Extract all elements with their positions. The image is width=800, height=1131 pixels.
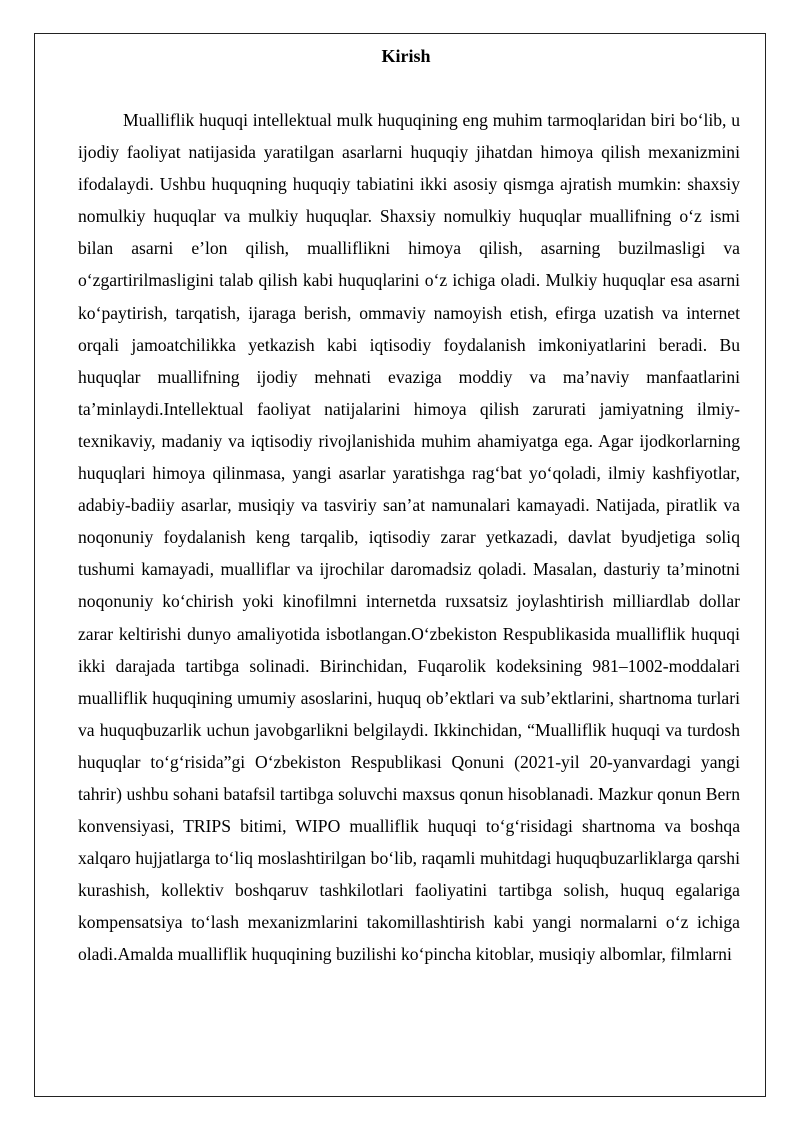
body-paragraph: Mualliflik huquqi intellektual mulk huquqining eng muhim tarmoqlaridan biri bo‘lib, u ijodiy faoliyat natijasida yaratilgan asarlarni huquqiy jihatdan himoya qilish mexanizmini ifodalaydi. Ushbu huquqning huquqiy tabiatini ikki asosiy qismga ajratish mumkin: shaxsiy nomulkiy huquqlar va mulkiy huquqlar. Shaxsiy nomulkiy huquqlar muallifning o‘z ismi bilan asarni e’lon qilish, mualliflikni himoya qilish, asarning buzilmasligi va o‘zgartirilmasligini talab qilish kabi huquqlarini o‘z ichiga oladi. Mulkiy huquqlar esa asarni ko‘paytirish, tarqatish, ijaraga berish, ommaviy namoyish etish, efirga uzatish va internet orqali jamoatchilikka yetkazish kabi iqtisodiy foydalanish imkoniyatlarini beradi. Bu huquqlar muallifning ijodiy mehnati evaziga moddiy va ma’naviy manfaatlarini ta’minlaydi.Intellektual faoliyat natijalarini himoya qilish zarurati jamiyatning ilmiy-texnikaviy, madaniy va iqtisodiy rivojlanishida muhim ahamiyatga ega. Agar ijodkorlarning huquqlari himoya qilinmasa, yangi asarlar yaratishga rag‘bat yo‘qoladi, ilmiy kashfiyotlar, adabiy-badiiy asarlar, musiqiy va tasviriy san’at namunalari kamayadi. Natijada, piratlik va noqonuniy foydalanish keng tarqalib, iqtisodiy zarar yetkazadi, davlat byudjetiga soliq tushumi kamayadi, mualliflar va ijrochilar daromadsiz qoladi. Masalan, dasturiy ta’minotni noqonuniy ko‘chirish yoki kinofilmni internetda ruxsatsiz joylashtirish milliardlab dollar zarar keltirishi dunyo amaliyotida isbotlangan.O‘zbekiston Respublikasida mualliflik huquqi ikki darajada tartibga solinadi. Birinchidan, Fuqarolik kodeksining 981–1002-moddalari mualliflik huquqining umumiy asoslarini, huquq ob’ektlari va sub’ektlarini, shartnoma turlari va huquqbuzarlik uchun javobgarlikni belgilaydi. Ikkinchidan, “Mualliflik huquqi va turdosh huquqlar to‘g‘risida”gi O‘zbekiston Respublikasi Qonuni (2021-yil 20-yanvardagi yangi tahrir) ushbu sohani batafsil tartibga soluvchi maxsus qonun hisoblanadi. Mazkur qonun Bern konvensiyasi, TRIPS bitimi, WIPO mualliflik huquqi to‘g‘risidagi shartnoma va boshqa xalqaro hujjatlarga to‘liq moslashtirilgan bo‘lib, raqamli muhitdagi huquqbuzarliklarga qarshi kurashish, kollektiv boshqaruv tashkilotlari faoliyatini tartibga solish, huquq egalariga kompensatsiya to‘lash mexanizmlarini takomillashtirish kabi yangi normalarni o‘z ichiga oladi.Amalda mualliflik huquqining buzilishi ko‘pincha kitoblar, musiqiy albomlar, filmlarni: [78, 110, 740, 965]
section-title: Kirish: [381, 46, 431, 66]
